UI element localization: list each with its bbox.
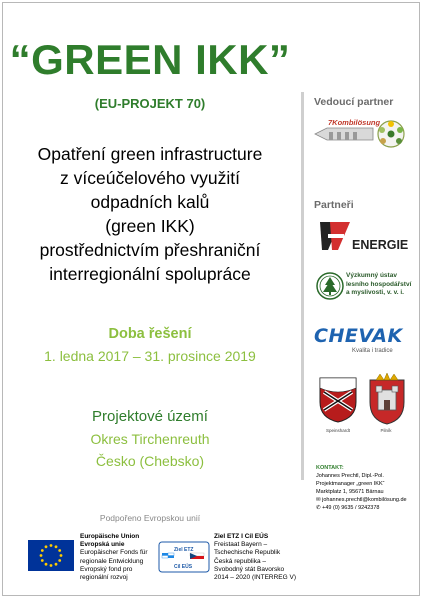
description-line: prostřednictvím přeshraniční bbox=[39, 240, 261, 260]
duration-label: Doba řešení bbox=[108, 326, 192, 342]
eu-fund-text: Europäische Union Evropská unie Europäischer Fonds für regionale Entwicklung Evropský fond pro regionální rozvoj bbox=[80, 533, 148, 582]
interreg-bavaria-czech-logo bbox=[158, 541, 210, 578]
contact-line: Johannes Prechtl, Dipl.-Pol. bbox=[316, 473, 384, 479]
forestry-institute-emblem bbox=[316, 272, 344, 305]
description-line: odpadních kalů bbox=[90, 192, 210, 212]
partner-chevak-tagline: Kvalita i tradice bbox=[352, 348, 393, 354]
partner-chevak-logo: CHEVAK bbox=[314, 325, 403, 347]
speinshart-coat-of-arms bbox=[318, 376, 358, 429]
lead-partner-label: Vedoucí partner bbox=[314, 96, 394, 108]
eu-flag-icon bbox=[28, 540, 74, 576]
duration-value: 1. ledna 2017 – 31. prosince 2019 bbox=[44, 348, 256, 364]
contact-email[interactable]: ✉ johannes.prechtl@kombilösung.de bbox=[316, 497, 407, 503]
poster-title: “GREEN IKK” bbox=[9, 36, 291, 83]
poster-subtitle: (EU-PROJEKT 70) bbox=[94, 96, 206, 111]
envelope-icon: ✉ bbox=[316, 497, 323, 503]
sidebar-divider bbox=[301, 92, 304, 480]
description-line: (green IKK) bbox=[105, 216, 195, 236]
eu-support-note: Podpořeno Evropskou unií bbox=[99, 513, 201, 523]
7z-energie-logo bbox=[318, 220, 352, 257]
crest-label: Pilník bbox=[380, 428, 392, 433]
contact-line: Marktplatz 1, 95671 Bärnau bbox=[316, 489, 384, 495]
description-line: z víceúčelového využití bbox=[60, 168, 240, 188]
contact-phone[interactable]: ✆ +49 (0) 9635 / 9242378 bbox=[316, 505, 380, 511]
description-line: interregionální spolupráce bbox=[49, 264, 251, 284]
project-area-line: Česko (Chebsko) bbox=[95, 453, 205, 469]
description-line: Opatření green infrastructure bbox=[37, 144, 263, 164]
kombiloesung-logo-text: 7Kombilösung bbox=[328, 118, 381, 127]
kombiloesung-logo bbox=[313, 112, 411, 157]
contact-line: Projektmanager „green IKK“ bbox=[316, 481, 385, 487]
project-area-line: Okres Tirchenreuth bbox=[90, 431, 210, 447]
partners-label: Partneři bbox=[314, 199, 354, 211]
phone-icon: ✆ bbox=[316, 505, 323, 511]
interreg-logo-text: Cíl EÚS bbox=[174, 564, 193, 570]
project-description bbox=[0, 142, 300, 286]
partner-forestry-name: Výzkumný ústav lesního hospodářství a myslivosti, v. v. i. bbox=[346, 272, 412, 296]
plana-coat-of-arms bbox=[366, 372, 408, 431]
contact-heading: KONTAKT: bbox=[316, 465, 344, 471]
interreg-program-text: Ziel ETZ I Cíl EÚS Freistaat Bayern – Tschechische Republik Česká republika – Svobodný stát Bavorsko 2014 – 2020 (INTERREG V) bbox=[214, 533, 297, 582]
crest-label: Speinshardt bbox=[325, 428, 351, 433]
partner-energie-name: ENERGIE bbox=[352, 238, 409, 252]
project-area-label: Projektové území bbox=[92, 408, 208, 425]
contact-block bbox=[316, 464, 407, 512]
interreg-logo-text: Ziel ETZ bbox=[174, 547, 194, 553]
